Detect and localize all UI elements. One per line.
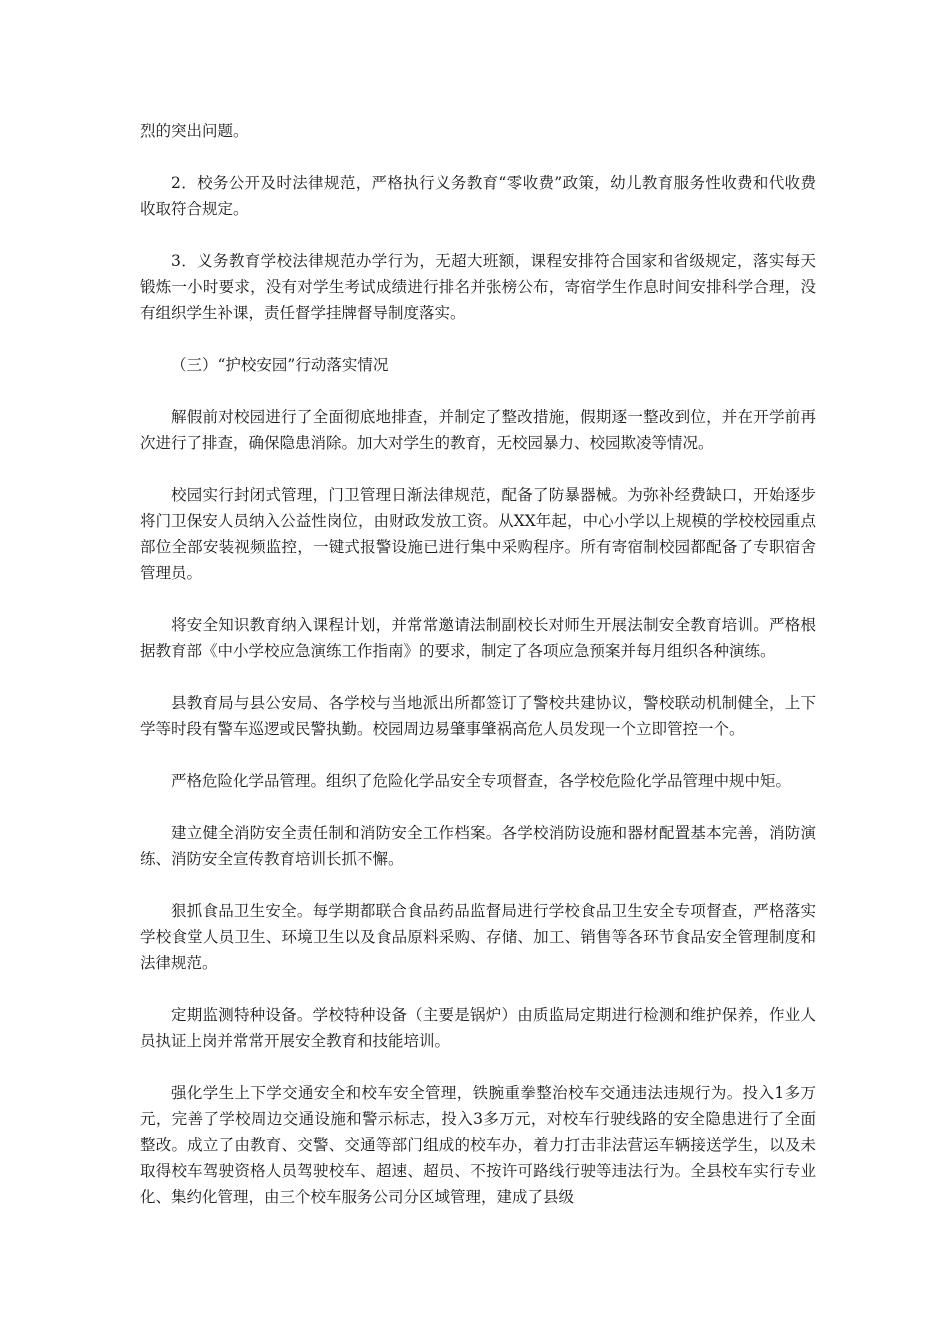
paragraph-traffic-safety: 强化学生上下学交通安全和校车安全管理，铁腕重拳整治校车交通违法违规行为。投入1多万元，完善了学校周边交通设施和警示标志，投入3多万元，对校车行驶线路的安全隐患进行了全面整改。成立了由教育、交警、交通等部门组成的校车办，着力打击非法营运车辆接送学生，以及未取得校车驾驶资格人员驾驶校车、超速、超员、不按许可路线行驶等违法行为。全县校车实行专业化、集约化管理，由三个校车服务公司分区域管理，建成了县级 bbox=[140, 1084, 816, 1206]
section-heading: （三）“护校安园”行动落实情况 bbox=[171, 356, 389, 374]
paragraph-campus-management: 校园实行封闭式管理，门卫管理日渐法律规范，配备了防暴器械。为弥补经费缺口，开始逐步将门卫保安人员纳入公益性岗位，由财政发放工资。从XX年起，中心小学以上规模的学校校园重点部位全部安装视频监控，一键式报警设施已进行集中采购程序。所有寄宿制校园都配备了专职宿舍管理员。 bbox=[140, 486, 816, 582]
paragraph-police-cooperation: 县教育局与县公安局、各学校与当地派出所都签订了警校共建协议，警校联动机制健全，上下学等时段有警车巡逻或民警执勤。校园周边易肇事肇祸高危人员发现一个立即管控一个。 bbox=[140, 694, 816, 738]
paragraph-inspection: 解假前对校园进行了全面彻底地排查，并制定了整改措施，假期逐一整改到位，并在开学前再次进行了排查，确保隐患消除。加大对学生的教育，无校园暴力、校园欺凌等情况。 bbox=[140, 408, 816, 452]
paragraph-food-safety: 狠抓食品卫生安全。每学期都联合食品药品监督局进行学校食品卫生安全专项督查，严格落实学校食堂人员卫生、环境卫生以及食品原料采购、存储、加工、销售等各环节食品安全管理制度和法律规范。 bbox=[140, 902, 816, 972]
paragraph-item-3: 3．义务教育学校法律规范办学行为，无超大班额，课程安排符合国家和省级规定，落实每天锻炼一小时要求，没有对学生考试成绩进行排名并张榜公布，寄宿学生作息时间安排科学合理，没有组织学生补课，责任督学挂牌督导制度落实。 bbox=[140, 252, 816, 322]
document-body bbox=[140, 118, 816, 1236]
paragraph-fire-safety: 建立健全消防安全责任制和消防安全工作档案。各学校消防设施和器材配置基本完善，消防演练、消防安全宣传教育培训长抓不懈。 bbox=[140, 824, 816, 868]
paragraph-continuation: 烈的突出问题。 bbox=[140, 122, 249, 140]
paragraph-hazardous-chemicals: 严格危险化学品管理。组织了危险化学品安全专项督查，各学校危险化学品管理中规中矩。 bbox=[171, 772, 792, 790]
paragraph-special-equipment: 定期监测特种设备。学校特种设备（主要是锅炉）由质监局定期进行检测和维护保养，作业人员执证上岗并常常开展安全教育和技能培训。 bbox=[140, 1006, 816, 1050]
paragraph-item-2: 2．校务公开及时法律规范，严格执行义务教育“零收费”政策，幼儿教育服务性收费和代收费收取符合规定。 bbox=[140, 174, 816, 218]
paragraph-safety-education: 将安全知识教育纳入课程计划，并常常邀请法制副校长对师生开展法制安全教育培训。严格根据教育部《中小学校应急演练工作指南》的要求，制定了各项应急预案并每月组织各种演练。 bbox=[140, 616, 816, 660]
